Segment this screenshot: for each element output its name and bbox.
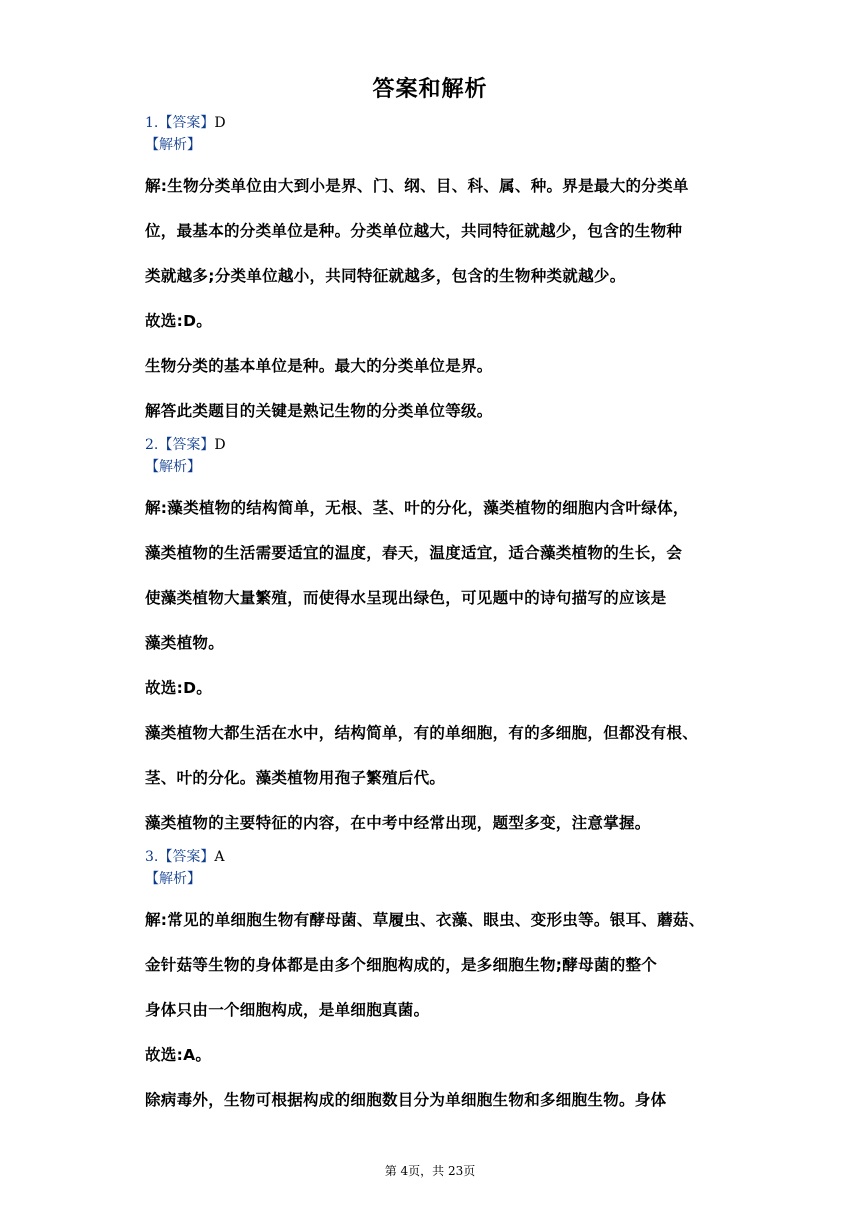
analysis-label: 【解析】	[145, 137, 201, 153]
analysis-paragraph: 解:常见的单细胞生物有酵母菌、草履虫、衣藻、眼虫、变形虫等。银耳、蘑菇、	[145, 911, 705, 929]
question-1	[145, 112, 725, 434]
analysis-paragraph: 藻类植物的主要特征的内容，在中考中经常出现，题型多变，注意掌握。	[145, 814, 651, 832]
answer-prefix: 2.【答案】	[145, 437, 215, 453]
answer-value: D	[214, 437, 226, 453]
analysis-paragraph: 类就越多;分类单位越小，共同特征就越多，包含的生物种类就越少。	[145, 267, 626, 285]
analysis-paragraph: 身体只由一个细胞构成，是单细胞真菌。	[145, 1001, 430, 1019]
answer-list	[145, 112, 725, 1123]
analysis-paragraph: 藻类植物的生活需要适宜的温度，春天，温度适宜，适合藻类植物的生长，会	[145, 544, 683, 562]
analysis-label: 【解析】	[145, 459, 201, 475]
answer-line	[145, 434, 725, 456]
answer-line	[145, 846, 725, 868]
page-title: 答案和解析	[372, 77, 488, 102]
analysis-paragraph: 生物分类的基本单位是种。最大的分类单位是界。	[145, 357, 493, 375]
analysis-paragraph: 藻类植物。	[145, 634, 225, 652]
answer-prefix: 3.【答案】	[145, 849, 215, 865]
analysis-paragraph: 故选:D。	[145, 679, 213, 697]
analysis-paragraph: 解:生物分类单位由大到小是界、门、纲、目、科、属、种。界是最大的分类单	[145, 177, 689, 195]
analysis-paragraph: 金针菇等生物的身体都是由多个细胞构成的，是多细胞生物;酵母菌的整个	[145, 956, 658, 974]
analysis-paragraph: 故选:A。	[145, 1046, 212, 1064]
analysis-paragraph: 解答此类题目的关键是熟记生物的分类单位等级。	[145, 402, 493, 420]
analysis-paragraph: 位，最基本的分类单位是种。分类单位越大，共同特征就越少，包含的生物种	[145, 222, 683, 240]
analysis-paragraph: 解:藻类植物的结构简单，无根、茎、叶的分化，藻类植物的细胞内含叶绿体，	[145, 499, 689, 517]
analysis-label: 【解析】	[145, 871, 201, 887]
analysis-paragraph: 故选:D。	[145, 312, 213, 330]
question-3	[145, 846, 725, 1123]
answer-line	[145, 112, 725, 134]
question-2	[145, 434, 725, 846]
answer-value: D	[214, 115, 226, 131]
analysis-paragraph: 除病毒外，生物可根据构成的细胞数目分为单细胞生物和多细胞生物。身体	[145, 1091, 667, 1109]
analysis-paragraph: 茎、叶的分化。藻类植物用孢子繁殖后代。	[145, 769, 446, 787]
answer-value: A	[214, 849, 225, 865]
answer-prefix: 1.【答案】	[145, 115, 215, 131]
analysis-paragraph: 使藻类植物大量繁殖，而使得水呈现出绿色，可见题中的诗句描写的应该是	[145, 589, 667, 607]
analysis-paragraph: 藻类植物大都生活在水中，结构简单，有的单细胞，有的多细胞，但都没有根、	[145, 724, 699, 742]
page-footer: 第 4页，共 23页	[384, 1164, 476, 1178]
